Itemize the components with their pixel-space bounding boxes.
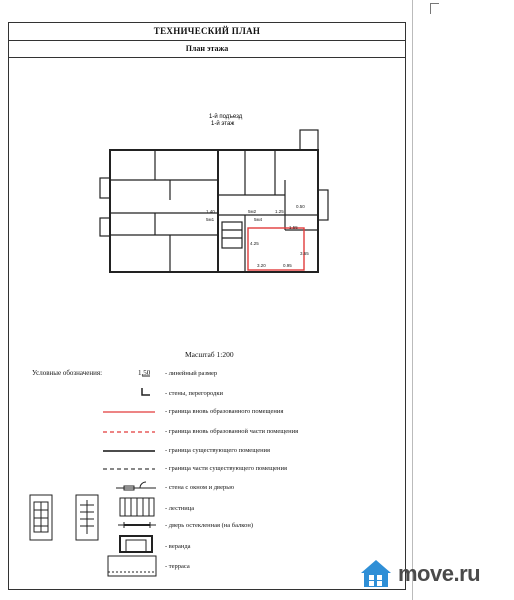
document-subtitle: План этажа [9, 40, 405, 58]
dim-label: 1.55 [289, 225, 298, 230]
legend-symbols [30, 376, 156, 576]
floor-label: 1-й этаж [211, 121, 235, 127]
room-label: 5м1 [206, 217, 215, 222]
house-icon [361, 560, 391, 587]
legend-item: - граница вновь образованной части помещения [165, 428, 299, 435]
dim-label: 3.65 [300, 251, 309, 256]
legend-sample-number: 1,50 [138, 369, 151, 377]
legend-item: - граница вновь образованного помещения [165, 408, 284, 415]
dim-label: 1.40 [206, 209, 215, 214]
dim-label: 3.20 [257, 263, 266, 268]
plan-walls [100, 130, 328, 272]
scale-label: Масштаб 1:200 [185, 350, 234, 359]
legend-item: - терраса [165, 563, 190, 570]
legend-item: - стены, перегородки [165, 390, 224, 397]
legend-item: - граница существующего помещения [165, 447, 271, 454]
stair-symbols [30, 495, 154, 540]
dim-label: 0.50 [296, 204, 305, 209]
dim-label: 4.25 [250, 241, 259, 246]
legend-item: - граница части существующего помещения [165, 465, 288, 472]
legend-item: - веранда [165, 543, 191, 550]
legend-item: - дверь остекленная (на балкон) [165, 522, 253, 529]
legend-item: - лестница [165, 505, 195, 512]
entrance-label: 1-й подъезд [209, 114, 243, 120]
legend-item: - линейный размер [165, 370, 218, 377]
legend-title: Условные обозначения: [32, 369, 103, 377]
dim-label: 0.95 [283, 263, 292, 268]
dim-label: 1.25 [275, 209, 284, 214]
room-label: 5м2 [248, 209, 257, 214]
legend-item: - стена с окном и дверью [165, 484, 235, 491]
watermark-text: move.ru [398, 561, 481, 586]
room-label: 5м4 [254, 217, 263, 222]
document-title: ТЕХНИЧЕСКИЙ ПЛАН [9, 23, 405, 41]
